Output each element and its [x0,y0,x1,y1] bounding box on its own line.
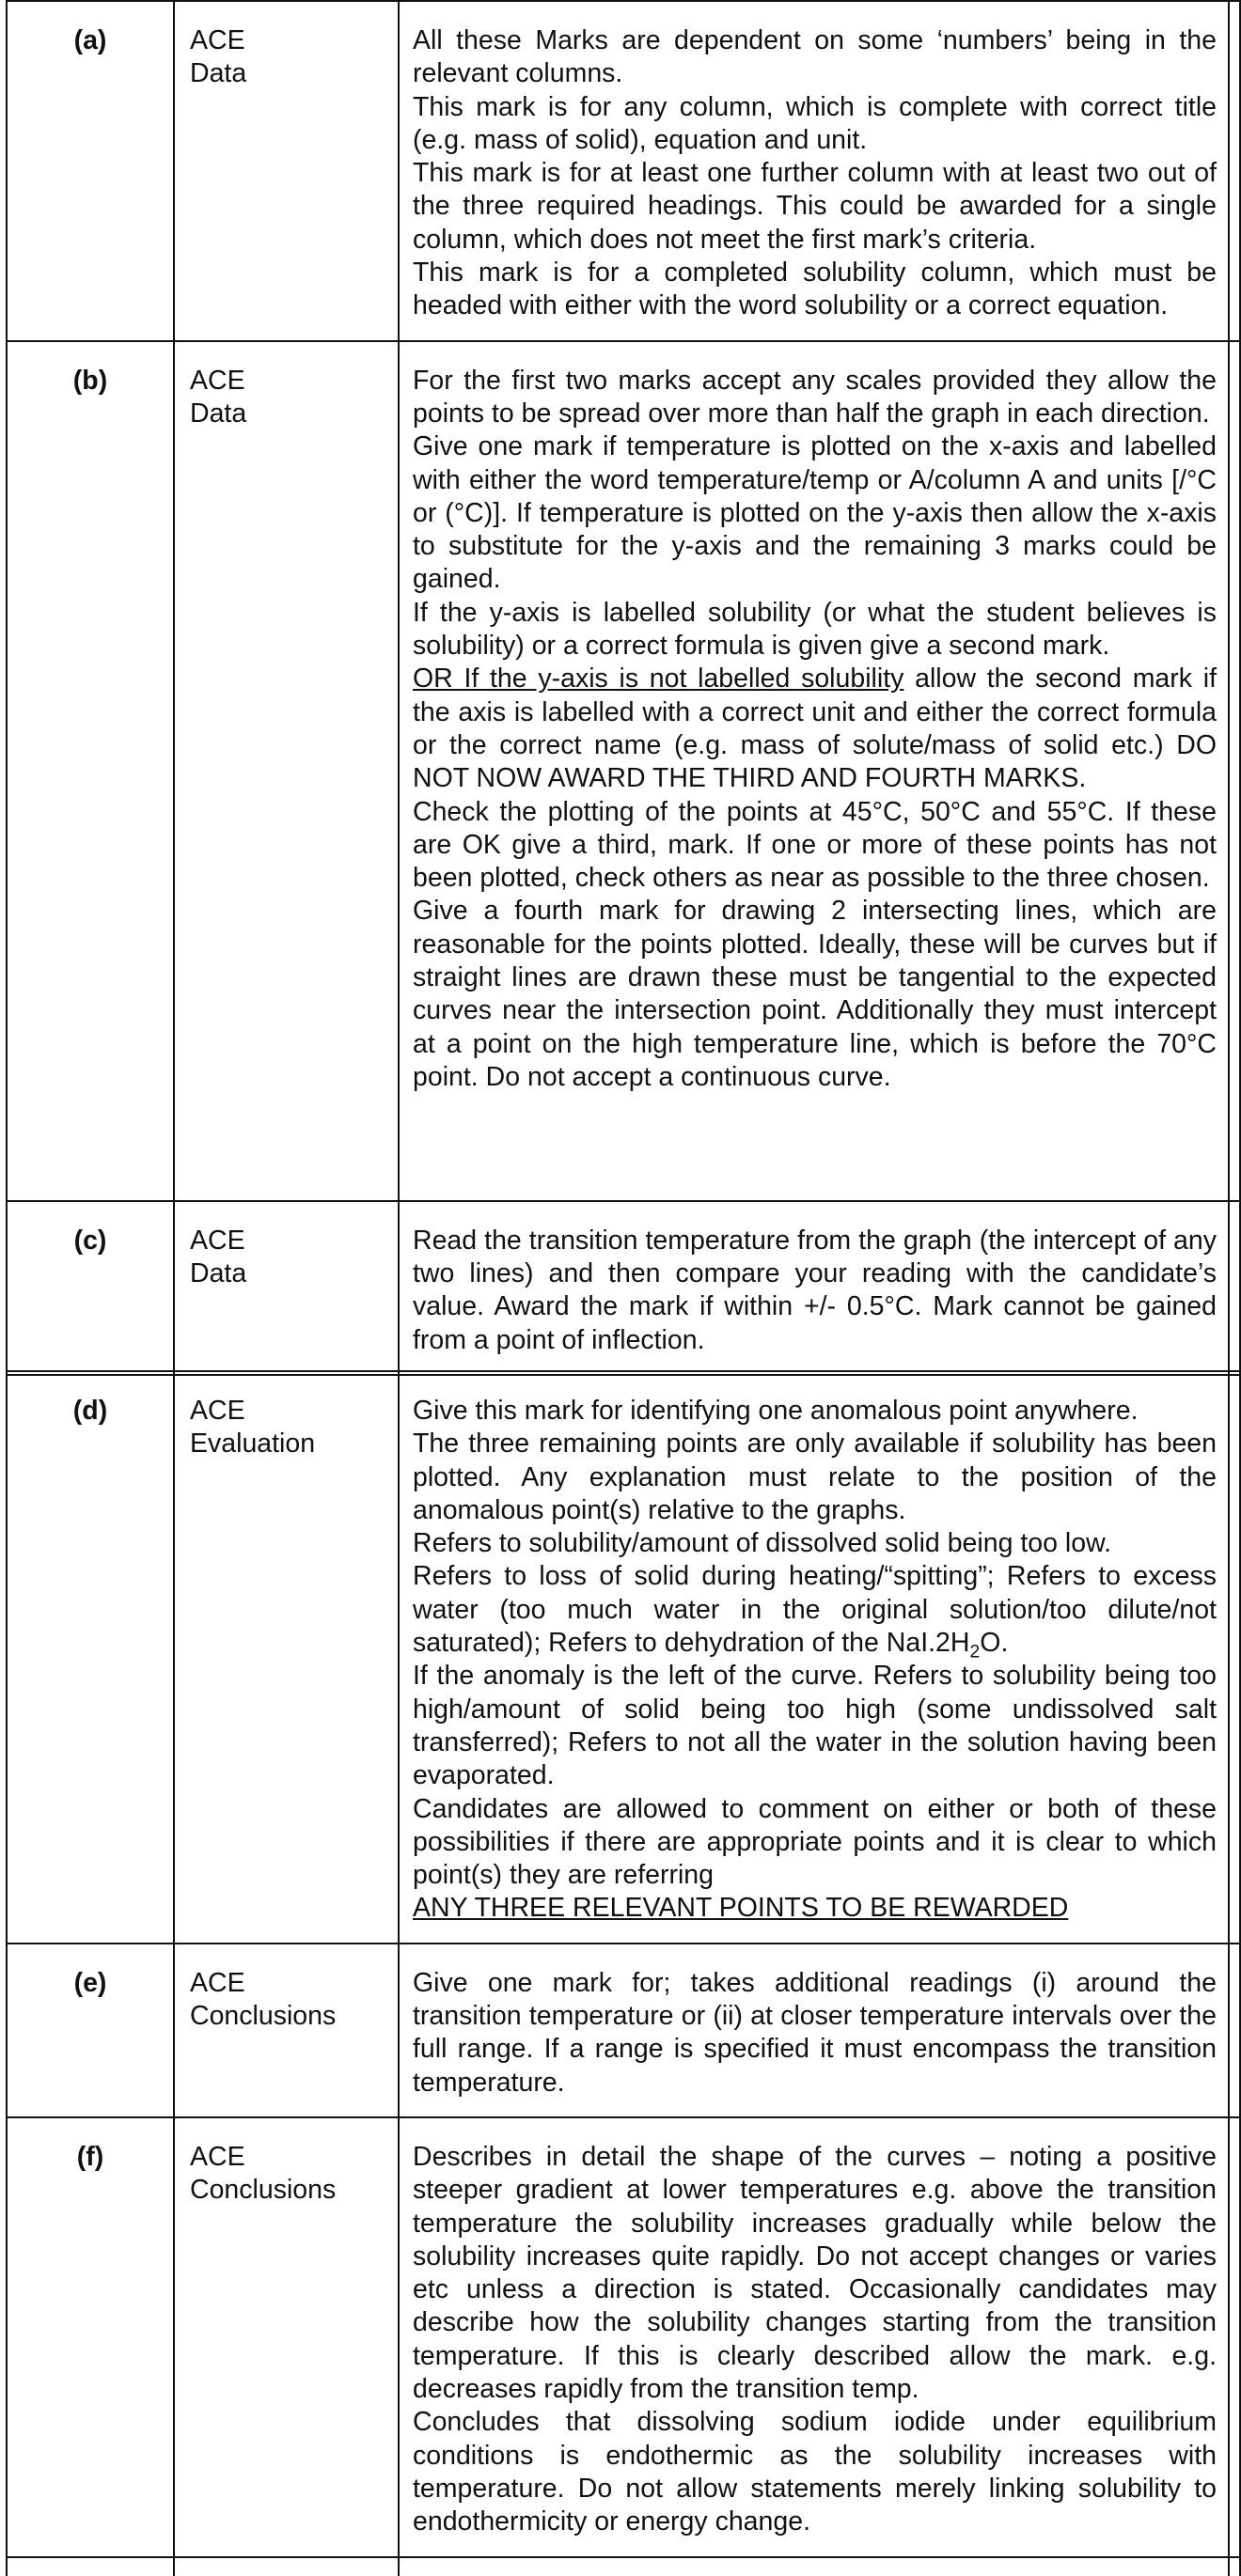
skill-area-label: Conclusions [190,2001,337,2032]
guidance-paragraph: This mark is for any column, which is complete with correct title (e.g. mass of solid), equation and unit. [413,91,1217,155]
assessment-objective-code: ACE [190,2141,245,2172]
question-part-label: (b) [7,341,174,1201]
assessment-objective-code: ACE [190,25,245,55]
mark-row-e [7,1944,1240,2117]
margin-cell [1229,1944,1240,2117]
guidance-paragraph: Read the transition temperature from the graph (the intercept of any two lines) and then compare your reading with the candidate’s value. Award the mark if within +/- 0.5°C. Mark cannot be gained from a point of inflection. [413,1225,1217,1355]
mark-guidance-cell [399,2117,1229,2557]
formula-subscript: 2 [969,1641,981,1663]
mark-row-b [7,341,1240,1201]
mark-row-c [7,1201,1240,1375]
empty-cell [7,2557,174,2576]
mark-row-d [7,1371,1240,1944]
assessment-objective-cell [174,341,399,1201]
skill-area-label: Data [190,58,247,89]
guidance-paragraph-with-formula [413,1560,1217,1663]
margin-cell [1229,1,1240,341]
margin-cell [1229,2557,1240,2576]
guidance-paragraph: Give a fourth mark for drawing 2 intersecting lines, which are reasonable for the points plotted. Ideally, these will be curves but if straight lines are drawn these must be tangential to the expected curves near the intersection point. Additionally they must intercept at a point on the high temperature line, which is before the 70°C point. Do not accept a continuous curve. [413,896,1217,1092]
underlined-condition: OR If the y-axis is not labelled solubility [413,664,904,695]
margin-cell [1229,1371,1240,1944]
guidance-paragraph: If the anomaly is the left of the curve. Refers to solubility being too high/amount of solid being too high (some undissolved salt transferred); Refers to not all the water in the solution having been evaporated. [413,1661,1217,1791]
assessment-objective-cell [174,1944,399,2117]
mark-scheme-table-top [6,0,1241,1376]
mark-guidance-cell [399,341,1229,1201]
assessment-objective-cell [174,1201,399,1375]
guidance-paragraph: Refers to solubility/amount of dissolved solid being too low. [413,1528,1111,1559]
assessment-objective-code: ACE [190,1225,245,1256]
assessment-objective-cell [174,2117,399,2557]
guidance-paragraph: For the first two marks accept any scales provided they allow the points to be spread over more than half the graph in each direction. [413,365,1217,429]
mark-guidance-cell [399,1201,1229,1375]
mark-guidance-cell [399,1371,1229,1944]
skill-area-label: Data [190,398,247,429]
guidance-paragraph-alternative [413,663,1217,795]
guidance-paragraph: All these Marks are dependent on some ‘numbers’ being in the relevant columns. [413,25,1217,89]
underlined-instruction: ANY THREE RELEVANT POINTS TO BE REWARDED [413,1893,1069,1924]
skill-area-label: Data [190,1257,247,1288]
empty-cell [399,2557,1229,2576]
guidance-paragraph: Describes in detail the shape of the curves – noting a positive steeper gradient at lower temperatures e.g. above the transition temperature the solubility increases gradually while below the solubility increases quite rapidly. Do not accept changes or varies etc unless a direction is stated. Occasionally candidates may describe how the solubility changes starting from the transition temperature. If this is clearly described allow the mark. e.g. decreases rapidly from the transition temp. [413,2141,1217,2405]
guidance-paragraph: Give one mark if temperature is plotted on the x-axis and labelled with either the word temperature/temp or A/column A and units [/°C or (°C)]. If temperature is plotted on the y-axis then allow the x-axis to substitute for the y-axis and the remaining 3 marks could be gained. [413,431,1217,595]
question-part-label: (f) [7,2117,174,2557]
assessment-objective-cell [174,1,399,341]
guidance-paragraph: This mark is for at least one further column with at least two out of the three required headings. This could be awarded for a single column, which does not meet the first mark’s criteria. [413,158,1217,255]
mark-guidance-cell [399,1,1229,341]
margin-cell [1229,341,1240,1201]
guidance-paragraph: This mark is for a completed solubility column, which must be headed with either with the word solubility or a correct equation. [413,258,1217,321]
guidance-paragraph: Candidates are allowed to comment on either or both of these possibilities if there are appropriate points and it is clear to which point(s) they are referring [413,1793,1217,1891]
condition-detail: allow the second mark if the axis is labelled with a correct unit and either the correct formula or the correct name (e.g. mass of solute/mass of solid etc.) DO NOT NOW AWARD THE THIRD AND FOURTH MARKS. [413,664,1217,794]
guidance-paragraph: Give this mark for identifying one anomalous point anywhere. [413,1396,1139,1426]
guidance-paragraph: Concludes that dissolving sodium iodide under equilibrium conditions is endothermic as the solubility increases with temperature. Do not allow statements merely linking solubility to endothermicity or energy change. [413,2407,1217,2537]
guidance-paragraph: If the y-axis is labelled solubility (or what the student believes is solubility) or a correct formula is given give a second mark. [413,597,1217,662]
guidance-paragraph: The three remaining points are only available if solubility has been plotted. Any explanation must relate to the position of the anomalous point(s) relative to the graphs. [413,1429,1217,1525]
mark-guidance-cell [399,1944,1229,2117]
empty-cell [174,2557,399,2576]
question-part-label: (d) [7,1371,174,1944]
guidance-paragraph: Give one mark for; takes additional readings (i) around the transition temperature or (ii) at closer temperature intervals over the full range. If a range is specified it must encompass the transition temperature. [413,1967,1217,2098]
skill-area-label: Evaluation [190,1429,316,1460]
assessment-objective-code: ACE [190,365,245,396]
question-part-label: (e) [7,1944,174,2117]
next-row-edge [7,2557,1240,2576]
formula-lead-text: Refers to loss of solid during heating/“spitting”; Refers to excess water (too much water in the original solution/too dilute/not saturated); Refers to dehydration of the NaI.2H [413,1561,1217,1659]
assessment-objective-code: ACE [190,1967,245,1998]
skill-area-label: Conclusions [190,2175,337,2206]
margin-cell [1229,2117,1240,2557]
mark-row-a [7,1,1240,341]
question-part-label: (c) [7,1201,174,1375]
formula-tail-text: O. [980,1628,1009,1659]
assessment-objective-code: ACE [190,1396,245,1426]
assessment-objective-cell [174,1371,399,1944]
margin-cell [1229,1201,1240,1375]
guidance-paragraph: Check the plotting of the points at 45°C, 50°C and 55°C. If these are OK give a third, mark. If one or more of these points has not been plotted, check others as near as possible to the three chosen. [413,796,1217,894]
mark-row-f [7,2117,1240,2557]
question-part-label: (a) [7,1,174,341]
mark-scheme-table-bottom [6,1370,1241,2576]
